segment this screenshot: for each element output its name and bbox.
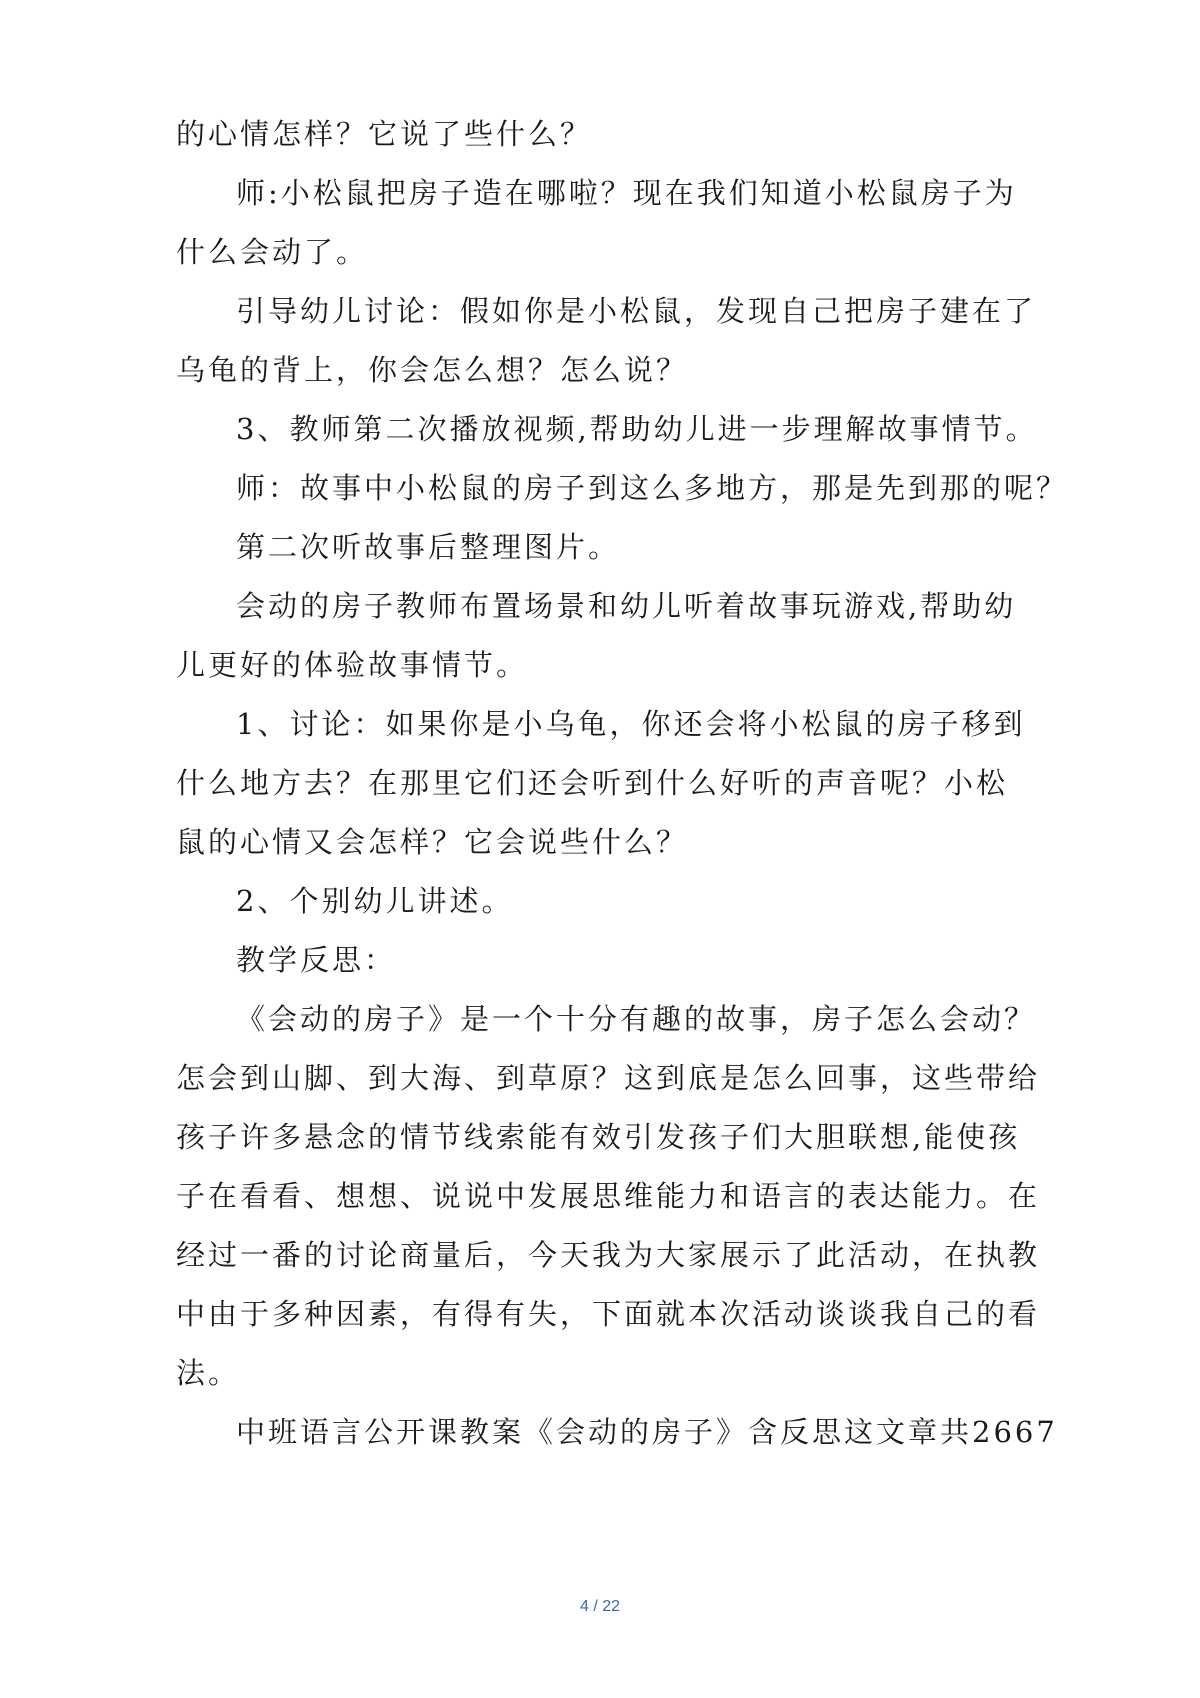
- text-line: 1、讨论：如果你是小乌龟，你还会将小松鼠的房子移到: [236, 707, 1026, 741]
- text-line: 的心情怎样？它说了些什么？: [176, 117, 593, 151]
- text-line: 乌龟的背上，你会怎么想？怎么说？: [176, 353, 689, 387]
- text-line: 师：故事中小松鼠的房子到这么多地方，那是先到那的呢？: [236, 471, 1069, 505]
- text-line: 鼠的心情又会怎样？它会说些什么？: [176, 825, 689, 859]
- text-line: 第二次听故事后整理图片。: [236, 530, 621, 564]
- text-line: 《会动的房子》是一个十分有趣的故事，房子怎么会动？: [236, 1002, 1037, 1036]
- text-line: 什么会动了。: [176, 235, 369, 269]
- text-line: 3、教师第二次播放视频,帮助幼儿进一步理解故事情节。: [236, 412, 1038, 446]
- text-line: 师:小松鼠把房子造在哪啦？现在我们知道小松鼠房子为: [236, 176, 1017, 210]
- text-line: 怎会到山脚、到大海、到草原？这到底是怎么回事，这些带给: [176, 1061, 1041, 1095]
- text-line: 孩子许多悬念的情节线索能有效引发孩子们大胆联想,能使孩: [176, 1120, 1021, 1154]
- page-number: 4 / 22: [579, 1598, 621, 1615]
- text-line: 引导幼儿讨论：假如你是小松鼠，发现自己把房子建在了: [236, 294, 1037, 328]
- text-line: 经过一番的讨论商量后，今天我为大家展示了此活动，在执教: [176, 1238, 1041, 1272]
- text-line: 中班语言公开课教案《会动的房子》含反思这文章共2667: [236, 1415, 1058, 1449]
- text-line: 教学反思：: [236, 943, 397, 977]
- text-line: 什么地方去？在那里它们还会听到什么好听的声音呢？小松: [176, 766, 1009, 800]
- text-line: 儿更好的体验故事情节。: [176, 648, 529, 682]
- text-line: 会动的房子教师布置场景和幼儿听着故事玩游戏,帮助幼: [236, 589, 1017, 623]
- text-line: 中由于多种因素，有得有失，下面就本次活动谈谈我自己的看: [176, 1297, 1041, 1331]
- text-line: 2、个别幼儿讲述。: [236, 884, 514, 918]
- text-line: 子在看看、想想、说说中发展思维能力和语言的表达能力。在: [176, 1179, 1041, 1213]
- text-line: 法。: [176, 1356, 241, 1390]
